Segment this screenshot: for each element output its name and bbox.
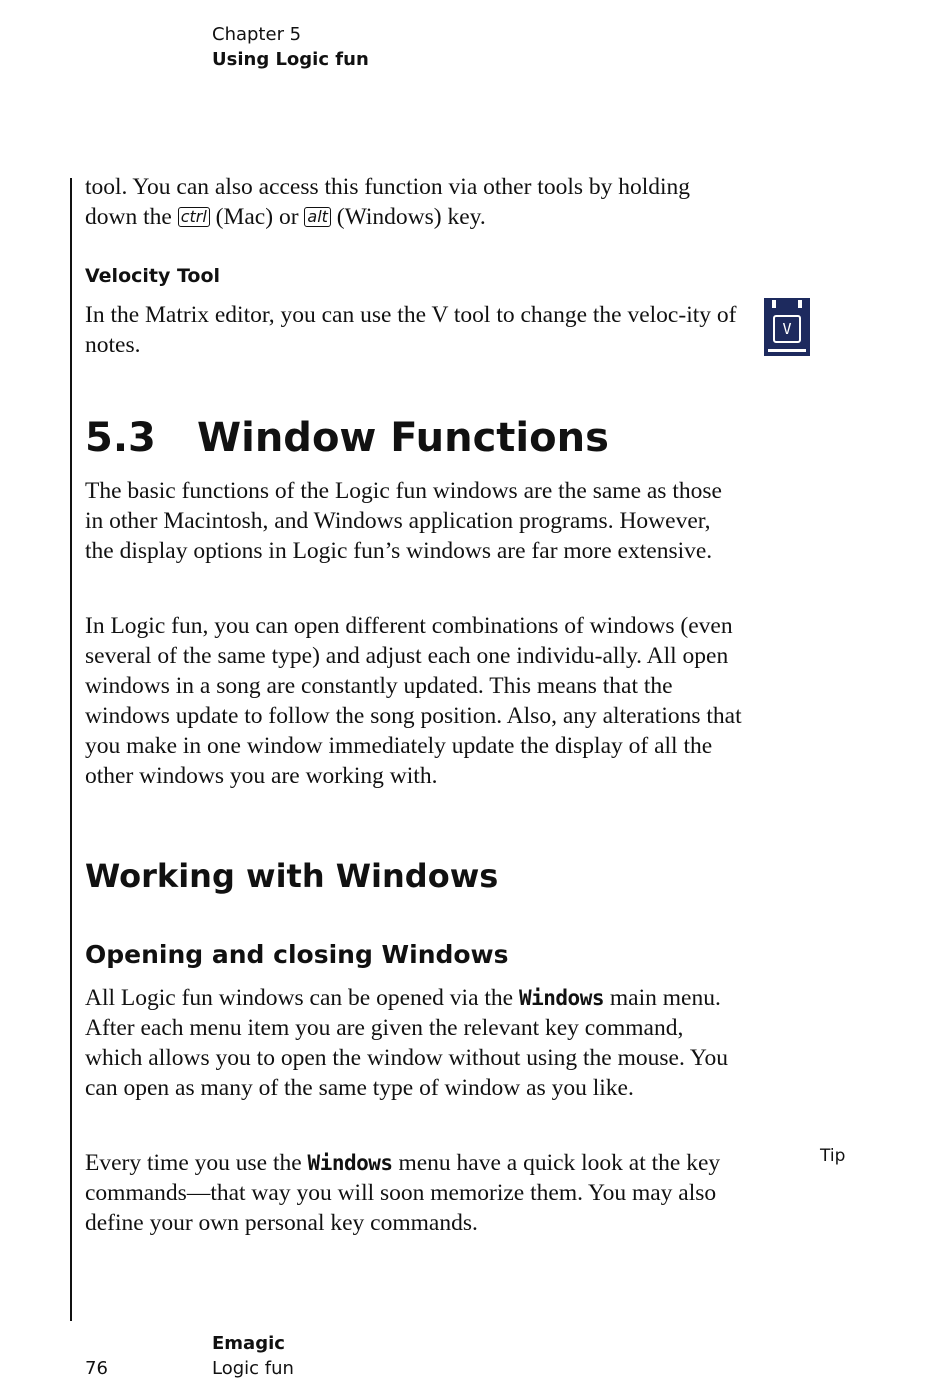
velocity-tool-heading: Velocity Tool	[85, 265, 221, 287]
working-heading: Working with Windows	[85, 857, 499, 895]
tip-text-1: Every time you use the	[85, 1150, 308, 1176]
velocity-paragraph: In the Matrix editor, you can use the V tool to change the veloc-ity of notes.	[85, 302, 737, 358]
intro-paragraph	[85, 172, 745, 232]
windows-menu-name-2: Windows	[307, 1151, 393, 1175]
windows-menu-name: Windows	[518, 986, 604, 1010]
opening-paragraph	[85, 983, 745, 1103]
intro-text-2: (Mac) or	[209, 204, 305, 230]
section-paragraph-2: In Logic fun, you can open different combinations of windows (even several of the same type) and adjust each one individu-ally. All open windows in a song are constantly updated. This means that the windows update to follow the song position. Also, any alterations that you make in one window immediately update the display of all the other windows you are working with.	[85, 613, 742, 789]
velocity-tool-icon	[764, 298, 810, 356]
section-heading	[85, 414, 609, 462]
velocity-icon-letter: V	[773, 315, 801, 343]
ctrl-key-glyph: ctrl	[178, 207, 210, 227]
section-title: Window Functions	[197, 415, 609, 461]
opening-text-2: main menu. After each menu item you are given the relevant key command, which allows you to open the window without using the mouse. You can open as many of the same type of window as you like.	[85, 985, 728, 1101]
tip-paragraph	[85, 1148, 745, 1238]
page-number: 76	[85, 1358, 108, 1379]
section-number: 5.3	[85, 415, 156, 461]
intro-text-1: tool. You can also access this function via other tools by holding down the	[85, 174, 691, 230]
opening-text-1: All Logic fun windows can be opened via the	[85, 985, 519, 1011]
tip-text-2: menu have a quick look at the key commands—that way you will soon memorize them. You may also define your own personal key commands.	[85, 1150, 721, 1236]
running-header	[212, 22, 369, 72]
opening-closing-heading: Opening and closing Windows	[85, 940, 509, 969]
chapter-label: Chapter 5	[212, 24, 302, 45]
footer-brand: Emagic	[212, 1333, 285, 1354]
margin-rule	[70, 178, 72, 1321]
chapter-title: Using Logic fun	[212, 49, 369, 70]
intro-text-3: (Windows) key.	[330, 204, 486, 230]
tip-label: Tip	[820, 1146, 846, 1166]
section-paragraph-1: The basic functions of the Logic fun windows are the same as those in other Macintosh, and Windows application programs. However, the display options in Logic fun’s windows are far more extensive.	[85, 478, 722, 564]
footer-product: Logic fun	[212, 1358, 294, 1379]
alt-key-glyph: alt	[304, 207, 331, 227]
